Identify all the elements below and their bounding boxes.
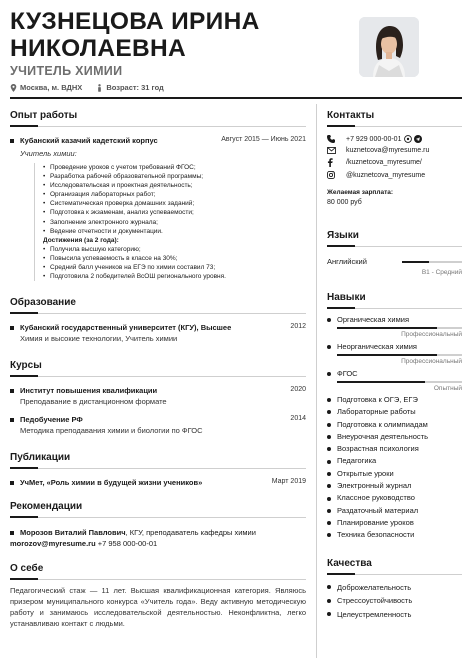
bullet-icon	[327, 372, 331, 376]
section-rule	[10, 126, 306, 127]
square-bullet-icon	[10, 418, 14, 422]
section-title: Рекомендации	[10, 501, 83, 513]
skill-item: Подготовка к ОГЭ, ЕГЭ	[327, 394, 462, 406]
right-column	[327, 110, 462, 621]
location-pin-icon	[10, 84, 17, 92]
bullet-icon	[327, 599, 331, 603]
duty-item: • Систематическая проверка домашних заданий;	[43, 199, 306, 208]
institution-name: Кубанский государственный университет (КГУ), Высшее	[20, 323, 232, 333]
job-role: Учитель химии:	[20, 149, 77, 158]
bullet-icon	[327, 460, 331, 464]
recommendation-entry	[10, 527, 306, 549]
course-year: 2014	[290, 415, 306, 423]
contact-facebook[interactable]: /kuznetcova_myresume/	[327, 158, 462, 167]
column-divider	[316, 104, 317, 658]
skill-level: Профессиональный	[401, 331, 462, 338]
duty-item: • Подготовка к экзаменам, анализ успеваемости;	[43, 208, 306, 217]
duties-block	[34, 163, 306, 281]
achievements-label: Достижения (за 2 года):	[43, 236, 119, 244]
skill-level-bar	[337, 327, 462, 329]
course-year: 2020	[290, 386, 306, 394]
contact-email[interactable]: kuznetcova@myresume.ru	[327, 147, 462, 154]
referee-name: Морозов Виталий Павлович	[20, 528, 126, 538]
section-title: Качества	[327, 557, 372, 569]
section-rule	[10, 517, 306, 518]
rated-skill: ФГОС	[327, 369, 462, 378]
skill-item: Раздаточный материал	[327, 505, 462, 517]
language-level-bar	[402, 261, 462, 263]
left-column	[10, 110, 306, 629]
skill-item: Открытые уроки	[327, 468, 462, 480]
section-rule	[10, 579, 306, 580]
skill-level-fill	[337, 327, 437, 329]
skill-level-fill	[337, 354, 437, 356]
duty-item: • Разработка рабочей образовательной программы;	[43, 172, 306, 181]
instagram-icon	[327, 171, 335, 179]
skill-item: Внеурочная деятельность	[327, 431, 462, 443]
whatsapp-icon	[404, 135, 412, 143]
mail-icon	[327, 147, 336, 154]
publication-entry	[10, 478, 306, 487]
language-name: Английский	[327, 257, 367, 266]
publication-date: Март 2019	[271, 478, 306, 486]
square-bullet-icon	[10, 481, 14, 485]
section-rule	[327, 308, 462, 309]
bullet-icon	[327, 447, 331, 451]
skill-level-fill	[337, 381, 425, 383]
section-rule	[10, 313, 306, 314]
duty-item: • Исследовательская и проектная деятельность;	[43, 181, 306, 190]
language-row	[327, 257, 462, 266]
bullet-icon	[327, 612, 331, 616]
achievement-item: • Средний балл учеников на ЕГЭ по химии составил 73;	[43, 263, 306, 272]
section-rule	[10, 468, 306, 469]
education-section	[10, 297, 306, 344]
skill-item: Электронный журнал	[327, 480, 462, 492]
duty-item: • Ведение отчетности и документации.	[43, 227, 306, 236]
rated-skill: Органическая химия	[327, 315, 462, 324]
duty-item: • Проведение уроков с учетом требований ФГОС;	[43, 163, 306, 172]
telegram-icon	[414, 135, 422, 143]
bullet-icon	[327, 410, 331, 414]
skill-level-bar	[337, 381, 462, 383]
square-bullet-icon	[10, 139, 14, 143]
employer-name: Кубанский казачий кадетский корпус	[20, 136, 158, 145]
skill-item: Лабораторные работы	[327, 406, 462, 418]
salary-label: Желаемая зарплата:	[327, 189, 394, 196]
bullet-icon	[327, 345, 331, 349]
person-icon	[96, 84, 103, 92]
graduation-year: 2012	[290, 323, 306, 331]
skill-level: Профессиональный	[401, 358, 462, 365]
bullet-icon	[327, 533, 331, 537]
section-title: Навыки	[327, 292, 366, 303]
about-section	[10, 563, 306, 629]
languages-section	[327, 230, 462, 276]
bullet-icon	[327, 423, 331, 427]
location-text: Москва, м. ВДНХ	[20, 83, 83, 92]
referee-phone: +7 958 000-00-01	[95, 539, 158, 549]
section-title: Контакты	[327, 110, 375, 121]
language-level: B1 - Средний	[421, 269, 462, 276]
courses-section	[10, 360, 306, 436]
about-text: Педагогический стаж — 11 лет. Высшая квалификационная категория. Являюсь призером муниципального конкурса «Учитель года». Веду активную методическую работу и занимаюсь исследовательской деятельностью. Неконфликтна, легко устанавливаю контакт с людьми.	[10, 586, 306, 628]
course-entry	[10, 386, 306, 395]
course-detail: Методика преподавания химии и биологии по ФГОС	[20, 426, 203, 436]
salary-value: 80 000 руб	[327, 199, 362, 206]
education-entry	[10, 323, 306, 332]
quality-item: Доброжелательность	[327, 581, 462, 595]
skills-section	[327, 292, 462, 542]
facebook-icon	[327, 158, 333, 167]
section-rule	[327, 126, 462, 127]
position-title: УЧИТЕЛЬ ХИМИИ	[10, 64, 123, 78]
section-title: Языки	[327, 230, 359, 241]
course-detail: Преподавание в дистанционном формате	[20, 397, 167, 407]
section-rule	[327, 574, 462, 575]
bullet-icon	[327, 435, 331, 439]
skill-level: Опытный	[433, 385, 462, 392]
skill-item: Подготовка к олимпиадам	[327, 419, 462, 431]
achievement-item: • Подготовила 2 победителей ВсОШ регионального уровня.	[43, 272, 306, 281]
portrait-image	[359, 17, 419, 77]
skill-item: Педагогика	[327, 455, 462, 467]
contact-phone[interactable]: +7 929 000-00-01	[327, 135, 462, 143]
bullet-icon	[327, 472, 331, 476]
square-bullet-icon	[10, 326, 14, 330]
referee-info: , КГУ, преподаватель кафедры химии	[125, 528, 256, 538]
experience-section	[10, 110, 306, 281]
skill-level-bar	[337, 354, 462, 356]
duty-item: • Организация лабораторных работ;	[43, 190, 306, 199]
bullet-icon	[327, 398, 331, 402]
employment-dates: Август 2015 — Июнь 2021	[221, 136, 306, 143]
bullet-icon	[327, 497, 331, 501]
age-text: Возраст: 31 год	[106, 83, 164, 92]
referee-email[interactable]: morozov@myresume.ru	[10, 539, 96, 549]
duty-item: • Заполнение электронного журнала;	[43, 218, 306, 227]
section-rule	[327, 246, 462, 247]
profile-photo	[359, 17, 419, 77]
bullet-icon	[327, 484, 331, 488]
name-line-2: НИКОЛАЕВНА	[10, 35, 187, 62]
bullet-icon	[327, 521, 331, 525]
section-title: Публикации	[10, 452, 71, 464]
recommendations-section	[10, 501, 306, 549]
personal-meta	[10, 83, 350, 92]
skill-item: Возрастная психология	[327, 443, 462, 455]
publication-title: УчМет, «Роль химии в будущей жизни учеников»	[20, 478, 203, 488]
language-level-fill	[402, 261, 429, 263]
course-org: Институт повышения квалификации	[20, 386, 158, 396]
skill-item: Планирование уроков	[327, 517, 462, 529]
experience-entry	[10, 136, 306, 145]
section-rule	[10, 376, 306, 377]
section-title: Курсы	[10, 360, 42, 372]
square-bullet-icon	[10, 531, 14, 535]
location-item	[10, 83, 82, 92]
bullet-icon	[327, 318, 331, 322]
skill-item: Техника безопасности	[327, 529, 462, 541]
publications-section	[10, 452, 306, 487]
section-title: О себе	[10, 563, 44, 575]
education-detail: Химия и высокие технологии, Учитель химии	[20, 334, 178, 344]
achievement-item: • Повысила успеваемость в классе на 30%;	[43, 254, 306, 263]
rated-skill: Неорганическая химия	[327, 342, 462, 351]
contact-instagram[interactable]: @kuznetcova_myresume	[327, 171, 462, 179]
course-org: Педобучение РФ	[20, 415, 83, 425]
phone-icon	[327, 135, 335, 143]
skill-item: Классное руководство	[327, 492, 462, 504]
resume-header	[10, 8, 350, 92]
square-bullet-icon	[10, 389, 14, 393]
section-title: Образование	[10, 297, 76, 309]
section-title: Опыт работы	[10, 110, 78, 121]
qualities-section	[327, 558, 462, 622]
quality-item: Стрессоустойчивость	[327, 594, 462, 608]
bullet-icon	[327, 509, 331, 513]
age-item	[96, 83, 164, 92]
header-divider	[10, 97, 462, 99]
quality-item: Целеустремленность	[327, 608, 462, 622]
achievement-item: • Получила высшую категорию;	[43, 245, 306, 254]
name-line-1: КУЗНЕЦОВА ИРИНА	[10, 8, 260, 35]
course-entry	[10, 415, 306, 424]
contacts-section	[327, 110, 462, 206]
bullet-icon	[327, 585, 331, 589]
full-name	[10, 8, 350, 62]
